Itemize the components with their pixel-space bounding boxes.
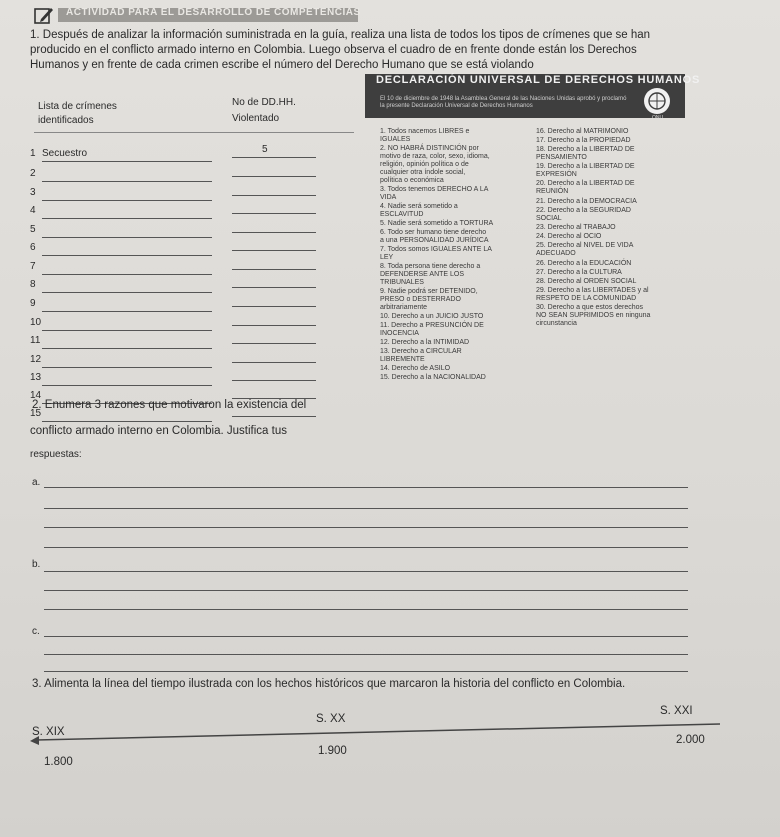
answer-label-c: c. [32, 626, 40, 637]
q2-text-line1: 2. Enumera 3 razones que motivaron la existencia del [32, 399, 307, 411]
rights-header-line2: Violentado [232, 113, 280, 124]
crimes-header-line1: Lista de crímenes [38, 101, 117, 112]
timeline-arrow-icon [30, 736, 39, 745]
answer-line-c3[interactable] [44, 671, 688, 672]
timeline-year-1900: 1.900 [318, 745, 347, 757]
udhr-subtitle: El 10 de diciembre de 1948 la Asamblea General de las Naciones Unidas aprobó y proclamó la presente Declaración Universal de Derechos Humanos [380, 96, 627, 109]
q3-text: 3. Alimenta la línea del tiempo ilustrada con los hechos históricos que marcaron la historia del conflicto en Colombia. [32, 678, 626, 690]
answer-label-b: b. [32, 559, 41, 570]
pencil-icon [34, 6, 54, 26]
answer-line-b2[interactable] [44, 590, 688, 591]
crimes-header-line2: identificados [38, 115, 94, 126]
answer-line-a1[interactable] [44, 487, 688, 488]
un-logo-label: ONU [652, 115, 664, 121]
right-number-entry[interactable]: 5 [262, 144, 268, 155]
udhr-title: DECLARACIÓN UNIVERSAL DE DERECHOS HUMANOS [376, 74, 701, 86]
answer-line-c1[interactable] [44, 636, 688, 637]
answer-line-c2[interactable] [44, 654, 688, 655]
table-header-divider [34, 132, 354, 133]
answer-line-b1[interactable] [44, 571, 688, 572]
timeline-year-1800: 1.800 [44, 756, 73, 768]
q1-text-line2: producido en el conflicto armado interno en Colombia. Luego observa el cuadro de en frente donde están los Derechos [30, 44, 637, 56]
answer-line-a3[interactable] [44, 527, 688, 528]
q2-text-line2: conflicto armado interno en Colombia. Justifica tus [30, 425, 287, 437]
answer-line-a4[interactable] [44, 547, 688, 548]
timeline-label-s19: S. XIX [32, 726, 65, 738]
q2-text-line3: respuestas: [30, 449, 82, 460]
answer-label-a: a. [32, 477, 41, 488]
timeline-line [30, 720, 730, 750]
activity-title: ACTIVIDAD PARA EL DESARROLLO DE COMPETENCIAS [66, 7, 361, 18]
timeline-label-s21: S. XXI [660, 705, 693, 717]
answer-line-b3[interactable] [44, 609, 688, 610]
worksheet-page: ACTIVIDAD PARA EL DESARROLLO DE COMPETENCIAS 1. Después de analizar la información suministrada en la guía, realiza una lista de todos los tipos de crímenes que se han producido en el conflicto armado interno en Colombia. Luego observa el cuadro de en frente donde están los Derechos Humanos y en frente de cada crimen escribe el número del Derecho Humano que se está violando Lista de crímenes identificados No de DD.HH. Violentado 1 Secuestro 5 2 3 4 5 6 7 8 9 10 11 12 13 14 15 DECLARACIÓN UNIVERSAL DE DERECHOS HUMANOS El 10 de diciembre de 1948 la Asamblea General de las Naciones Unidas aprobó y proclamó la presente Declaración Universal de Derechos Humanos ONU 1. Todos nacemos LIBRES e IGUALES 2. NO HABRÁ DISTINCIÓN por motivo de raza, color, sexo, idioma, religión, opinión política o de cualquier otra índole social, política o económica 3. Todos tenemos DERECHO A LA VIDA 4. Nadie será sometido a ESCLAVITUD 5. Nadie será sometido a TORTURA 6. Todo ser humano tiene derecho a una PERSONALIDAD JURÍDICA 7. Todos somos IGUALES ANTE LA LEY 8. Toda persona tiene derecho a DEFENDERSE ANTE LOS TRIBUNALES 9. Nadie podrá ser DETENIDO, PRESO o DESTERRADO arbitrariamente 10. Derecho a un JUICIO JUSTO 11. Derecho a PRESUNCIÓN DE INOCENCIA 12. Derecho a la INTIMIDAD 13. Derecho a CIRCULAR LIBREMENTE 14. Derecho de ASILO 15. Derecho a la NACIONALIDAD 16. Derecho al MATRIMONIO 17. Derecho a la PROPIEDAD 18. Derecho a la LIBERTAD DE PENSAMIENTO 19. Derecho a la LIBERTAD DE EXPRESIÓN 20. Derecho a la LIBERTAD DE REUNIÓN 21. Derecho a la DEMOCRACIA 22. Derecho a la SEGURIDAD SOCIAL 23. Derecho al TRABAJO 24. Derecho al OCIO 25. Derecho al NIVEL DE VIDA ADECUADO 26. Derecho a la EDUCACIÓN 27. Derecho a la CULTURA 28. Derecho al ORDEN SOCIAL 29. Derecho a las LIBERTADES y al RESPETO DE LA COMUNIDAD 30. Derecho a que estos derechos NO SEAN SUPRIMIDOS en ninguna circunstancia 2. Enumera 3 razones que motivaron la existencia del conflicto armado interno en Colombia. Justifica tus respuestas: a. b. c. 3. Alimenta la línea del tiempo ilustrada con los hechos históricos que marcaron la historia del conflicto en Colombia. S. XIX S. XX S. XXI 1.800 1.900 2.000 [0, 0, 780, 837]
timeline-year-2000: 2.000 [676, 734, 705, 746]
q1-text-line1: 1. Después de analizar la información suministrada en la guía, realiza una lista de todos los tipos de crímenes que se han [30, 29, 651, 41]
q1-text-line3: Humanos y en frente de cada crimen escribe el número del Derecho Humano que se está violando [30, 59, 534, 71]
timeline-label-s20: S. XX [316, 713, 346, 725]
crime-entry[interactable]: Secuestro [42, 148, 88, 159]
un-logo-icon [644, 88, 670, 114]
answer-line-a2[interactable] [44, 508, 688, 509]
rights-header-line1: No de DD.HH. [232, 97, 296, 108]
